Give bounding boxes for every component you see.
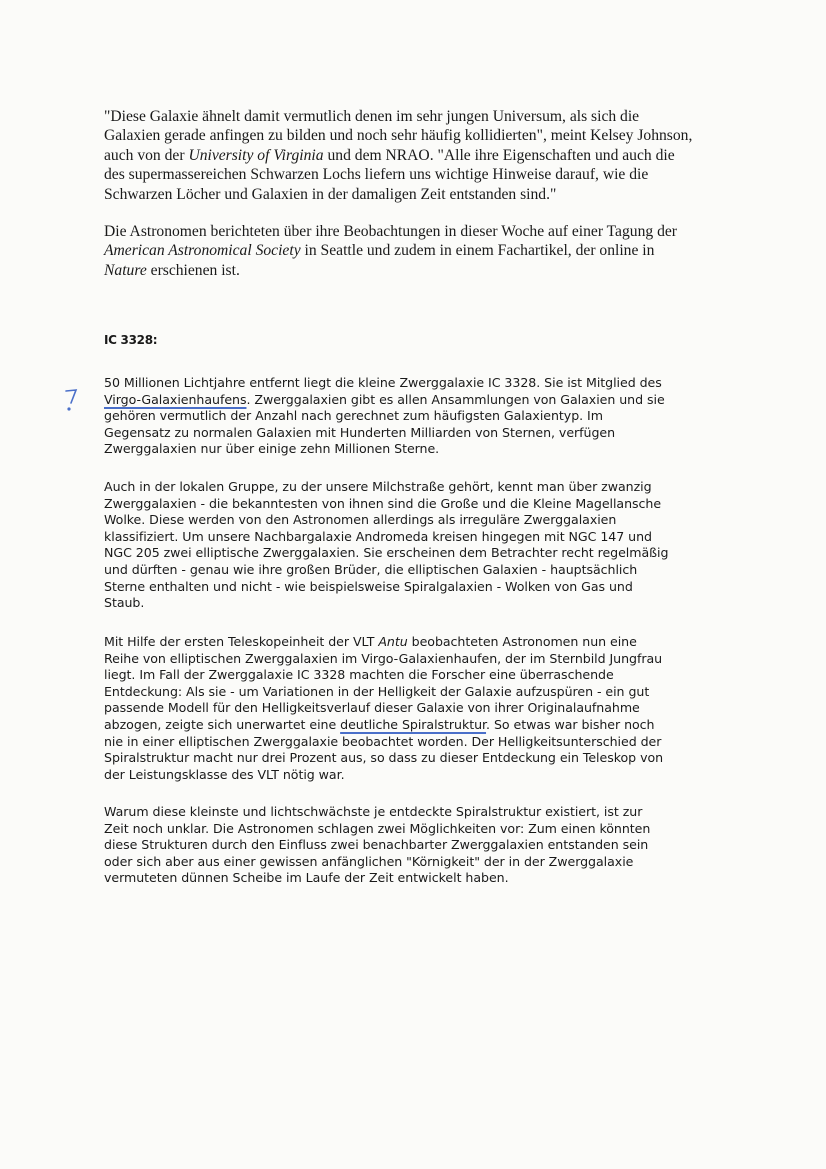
- local-group-paragraph: [104, 479, 744, 612]
- text-line: Gegensatz zu normalen Galaxien mit Hunderten Milliarden von Sternen, verfügen: [104, 424, 616, 440]
- text-line: Warum diese kleinste und lichtschwächste je entdeckte Spiralstruktur existiert, ist zur: [104, 804, 643, 819]
- ic3328-intro-paragraph: [104, 375, 744, 458]
- text-line: oder sich aber aus einer gewissen anfänglichen "Körnigkeit" der in der Zwerggalaxie: [104, 853, 634, 869]
- text-line: des supermassereichen Schwarzen Lochs liefern uns wichtige Hinweise darauf, wie die: [104, 166, 649, 184]
- text-line: Galaxien gerade anfingen zu bilden und noch sehr häufig kollidierten", meint Kelsey Johnson,: [104, 127, 693, 145]
- journal-name: Nature: [104, 261, 147, 279]
- telescope-name: Antu: [378, 634, 408, 649]
- underlined-term: deutliche Spiralstruktur: [340, 716, 487, 732]
- text-line: passende Modell für den Helligkeitsverlauf dieser Galaxie von ihrer Originalaufnahme: [104, 700, 640, 716]
- text-line: abzogen, zeigte sich unerwartet eine deutliche Spiralstruktur. So etwas war bisher noch: [104, 716, 655, 732]
- underlined-term: Virgo-Galaxienhaufens: [104, 391, 247, 407]
- text-line: "Diese Galaxie ähnelt damit vermutlich denen im sehr jungen Universum, als sich die: [104, 108, 640, 125]
- text-line: 50 Millionen Lichtjahre entfernt liegt die kleine Zwerggalaxie IC 3328. Sie ist Mitglied des: [104, 375, 662, 390]
- text-line: Spiralstruktur macht nur drei Prozent aus, so dass zu dieser Entdeckung ein Teleskop von: [104, 750, 664, 766]
- text-line: Nature erschienen ist.: [104, 261, 240, 279]
- text-line: Zwerggalaxien nur über einige zehn Millionen Sterne.: [104, 441, 440, 457]
- text-line: Die Astronomen berichteten über ihre Beobachtungen in dieser Woche auf einer Tagung der: [104, 223, 677, 240]
- text-line: Staub.: [104, 595, 145, 611]
- text-line: Zeit noch unklar. Die Astronomen schlagen zwei Möglichkeiten vor: Zum einen könnten: [104, 820, 651, 836]
- vlt-discovery-paragraph: [104, 634, 744, 783]
- text-line: Sterne enthalten und nicht - wie beispielsweise Spiralgalaxien - Wolken von Gas und: [104, 578, 633, 594]
- publication-paragraph: [104, 222, 744, 280]
- quote-paragraph: [104, 107, 744, 204]
- text-line: und dürften - genau wie ihre großen Brüder, die elliptischen Galaxien - hauptsächlich: [104, 561, 638, 577]
- text-line: Mit Hilfe der ersten Teleskopeinheit der VLT Antu beobachteten Astronomen nun eine: [104, 634, 637, 649]
- text-line: liegt. Im Fall der Zwerggalaxie IC 3328 machten die Forscher eine überraschende: [104, 667, 614, 683]
- section-heading: IC 3328:: [104, 333, 158, 347]
- text-line: American Astronomical Society in Seattle und zudem in einem Fachartikel, der online in: [104, 242, 655, 260]
- text-line: Zwerggalaxien - die bekanntesten von ihnen sind die Große und die Kleine Magellansche: [104, 495, 662, 511]
- handwritten-mark-icon: [64, 388, 78, 412]
- text-line: NGC 205 zwei elliptische Zwerggalaxien. Sie erscheinen dem Betrachter recht regelmäßig: [104, 545, 669, 561]
- text-line: der Leistungsklasse des VLT nötig war.: [104, 766, 345, 782]
- text-line: Reihe von elliptischen Zwerggalaxien im Virgo-Galaxienhaufen, der im Sternbild Jungfrau: [104, 650, 663, 666]
- text-line: Virgo-Galaxienhaufens. Zwerggalaxien gibt es allen Ansammlungen von Galaxien und sie: [104, 391, 665, 407]
- text-line: vermuteten dünnen Scheibe im Laufe der Zeit entwickelt haben.: [104, 870, 509, 886]
- text-line: nie in einer elliptischen Zwerggalaxie beobachtet worden. Der Helligkeitsunterschied der: [104, 733, 662, 749]
- text-line: diese Strukturen durch den Einfluss zwei benachbarter Zwerggalaxien entstanden sein: [104, 837, 649, 853]
- society-name: American Astronomical Society: [104, 242, 301, 260]
- text-line: klassifiziert. Um unsere Nachbargalaxie Andromeda kreisen hingegen mit NGC 147 und: [104, 528, 652, 544]
- open-question-paragraph: [104, 804, 744, 887]
- text-line: Entdeckung: Als sie - um Variationen in der Helligkeit der Galaxie aufzuspüren - ein gut: [104, 683, 650, 699]
- text-line: gehören vermutlich der Anzahl nach gerechnet zum häufigsten Galaxientyp. Im: [104, 408, 603, 424]
- text-line: auch von der University of Virginia und dem NRAO. "Alle ihre Eigenschaften und auch die: [104, 146, 675, 164]
- university-name: University of Virginia: [188, 146, 324, 164]
- text-line: Schwarzen Löcher und Galaxien in der damaligen Zeit entstanden sind.": [104, 185, 557, 203]
- text-line: Auch in der lokalen Gruppe, zu der unsere Milchstraße gehört, kennt man über zwanzig: [104, 479, 652, 494]
- text-line: Wolke. Diese werden von den Astronomen allerdings als irreguläre Zwerggalaxien: [104, 512, 617, 528]
